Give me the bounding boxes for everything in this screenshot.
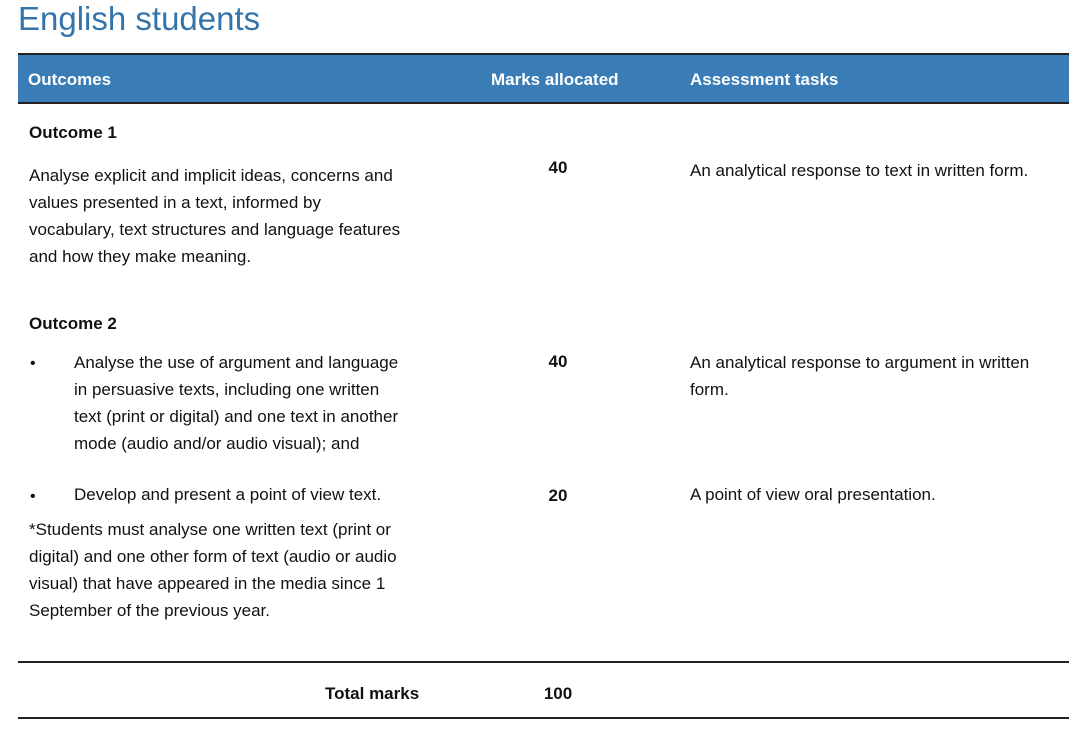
outcome-2-bullet-1-line-1: Analyse the use of argument and language xyxy=(74,353,399,372)
outcome-2-bullet-2: Develop and present a point of view text. xyxy=(74,485,382,504)
total-marks-value: 100 xyxy=(543,684,573,703)
outcome-2-task-2: A point of view oral presentation. xyxy=(690,485,936,504)
header-marks-allocated: Marks allocated xyxy=(491,70,619,89)
outcome-1-task: An analytical response to text in written form. xyxy=(690,161,1029,180)
outcome-2-marks-1: 40 xyxy=(548,352,568,371)
bullet-1-marker: • xyxy=(30,355,36,372)
outcome-2-note-line-2: digital) and one other form of text (audio or audio xyxy=(29,547,397,566)
bullet-2-marker: • xyxy=(30,488,36,505)
outcome-2-bullet-1-line-4: mode (audio and/or audio visual); and xyxy=(74,434,360,453)
outcome-2-task-1-line-2: form. xyxy=(690,380,729,399)
outcome-2-note-line-3: visual) that have appeared in the media since 1 xyxy=(29,574,386,593)
total-top-rule xyxy=(18,661,1069,663)
table-header xyxy=(18,55,1069,102)
header-outcomes: Outcomes xyxy=(28,70,112,89)
total-marks-label: Total marks xyxy=(325,684,420,703)
outcome-2-note-line-4: September of the previous year. xyxy=(29,601,270,620)
outcome-1-description-line-2: values presented in a text, informed by xyxy=(29,193,321,212)
outcome-1-description-line-3: vocabulary, text structures and language features xyxy=(29,220,401,239)
outcome-1-description-line-4: and how they make meaning. xyxy=(29,247,252,266)
header-assessment-tasks: Assessment tasks xyxy=(690,70,839,89)
outcome-1-heading: Outcome 1 xyxy=(29,123,117,142)
outcome-2-note-line-1: *Students must analyse one written text (print or xyxy=(29,520,391,539)
outcome-1-marks: 40 xyxy=(548,158,568,177)
outcome-2-bullet-1-line-3: text (print or digital) and one text in another xyxy=(74,407,399,426)
outcome-2-bullet-1-line-2: in persuasive texts, including one written xyxy=(74,380,380,399)
header-bottom-rule xyxy=(18,102,1069,104)
outcome-2-task-1-line-1: An analytical response to argument in written xyxy=(690,353,1030,372)
total-bottom-rule xyxy=(18,717,1069,719)
page-title: English students xyxy=(18,0,261,37)
outcome-2-marks-2: 20 xyxy=(548,486,568,505)
outcome-1-description-line-1: Analyse explicit and implicit ideas, concerns and xyxy=(29,166,393,185)
outcome-2-heading: Outcome 2 xyxy=(29,314,117,333)
